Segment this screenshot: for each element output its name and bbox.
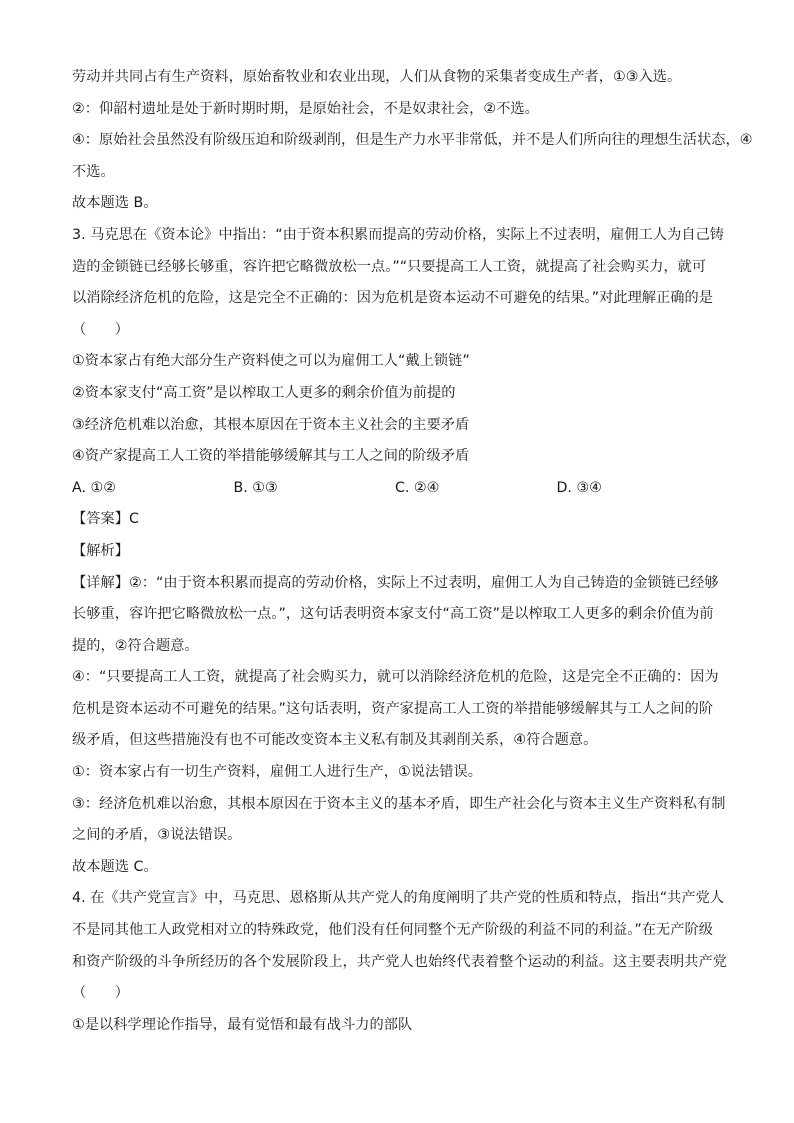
analysis-line: 提的，②符合题意。 xyxy=(72,637,199,654)
analysis-line: ④：“只要提高工人工资，就提高了社会购买力，就可以消除经济危机的危险，这是完全不正确的：因为 xyxy=(72,669,719,686)
page-content xyxy=(72,62,753,1041)
statement-1: ①是以科学理论作指导，最有觉悟和最有战斗力的部队 xyxy=(72,1016,413,1033)
analysis-line: 故本题选 C。 xyxy=(72,858,158,875)
statement-2: ②资本家支付“高工资”是以榨取工人更多的剩余价值为前提的 xyxy=(72,384,456,401)
answer-choices xyxy=(72,473,732,505)
analysis-line: 长够重，容许把它略微放松一点。”，这句话表明资本家支付“高工资”是以榨取工人更多的剩余价值为前 xyxy=(72,606,714,623)
text-line: ②：仰韶村遗址是处于新时期时期，是原始社会，不是奴隶社会，②不选。 xyxy=(72,100,539,117)
statement-3: ③经济危机难以治愈，其根本原因在于资本主义社会的主要矛盾 xyxy=(72,416,470,433)
statement-4: ④资产家提高工人工资的举措能够缓解其与工人之间的阶级矛盾 xyxy=(72,448,470,465)
choice-d: D. ③④ xyxy=(556,479,602,496)
text-line: 不选。 xyxy=(72,163,115,180)
statement-1: ①资本家占有绝大部分生产资料使之可以为雇佣工人“戴上锁链” xyxy=(72,353,470,370)
analysis-line: 【详解】②：“由于资本积累而提高的劳动价格，实际上不过表明，雇佣工人为自己铸造的金锁链已经够 xyxy=(72,574,719,591)
analysis-line: ③：经济危机难以治愈，其根本原因在于资本主义的基本矛盾，即生产社会化与资本主义生产资料私有制 xyxy=(72,795,726,812)
choice-b: B. ①③ xyxy=(233,479,278,496)
analysis-label: 【解析】 xyxy=(72,542,129,559)
choice-c: C. ②④ xyxy=(395,479,440,496)
text-line: ④：原始社会虽然没有阶级压迫和阶级剥削，但是生产力水平非常低，并不是人们所向往的理想生活状态，④ xyxy=(72,132,753,149)
text-line: 故本题选 B。 xyxy=(72,195,158,212)
answer-blank: （ ） xyxy=(72,985,129,1002)
choice-a: A. ①② xyxy=(72,479,116,496)
answer-label: 【答案】C xyxy=(72,511,139,528)
text-line: 和资产阶级的斗争所经历的各个发展阶段上，共产党人也始终代表着整个运动的利益。这主要表明共产党 xyxy=(72,953,727,970)
question-3-stem: 3. 马克思在《资本论》中指出：“由于资本积累而提高的劳动价格，实际上不过表明，雇佣工人为自己铸 xyxy=(72,226,725,243)
analysis-line: 级矛盾，但这些措施没有也不可能改变资本主义私有制及其剥削关系，④符合题意。 xyxy=(72,732,598,749)
text-line: 劳动并共同占有生产资料，原始畜牧业和农业出现，人们从食物的采集者变成生产者，①③入选。 xyxy=(72,69,682,85)
text-line: 造的金锁链已经够长够重，容许把它略微放松一点。”“只要提高工人工资，就提高了社会购买力，就可 xyxy=(72,258,707,275)
text-line: 以消除经济危机的危险，这是完全不正确的：因为危机是资本运动不可避免的结果。”对此理解正确的是 xyxy=(72,290,713,307)
analysis-line: 危机是资本运动不可避免的结果。”这句话表明，资产家提高工人工资的举措能够缓解其与工人之间的阶 xyxy=(72,700,713,717)
answer-blank: （ ） xyxy=(72,321,129,338)
analysis-line: 之间的矛盾，③说法错误。 xyxy=(72,827,242,844)
question-4-stem: 4. 在《共产党宣言》中，马克思、恩格斯从共产党人的角度阐明了共产党的性质和特点，指出“共产党人 xyxy=(72,890,725,907)
analysis-line: ①：资本家占有一切生产资料，雇佣工人进行生产，①说法错误。 xyxy=(72,764,482,781)
text-line: 不是同其他工人政党相对立的特殊政党，他们没有任何同整个无产阶级的利益不同的利益。”在无产阶级 xyxy=(72,922,713,939)
